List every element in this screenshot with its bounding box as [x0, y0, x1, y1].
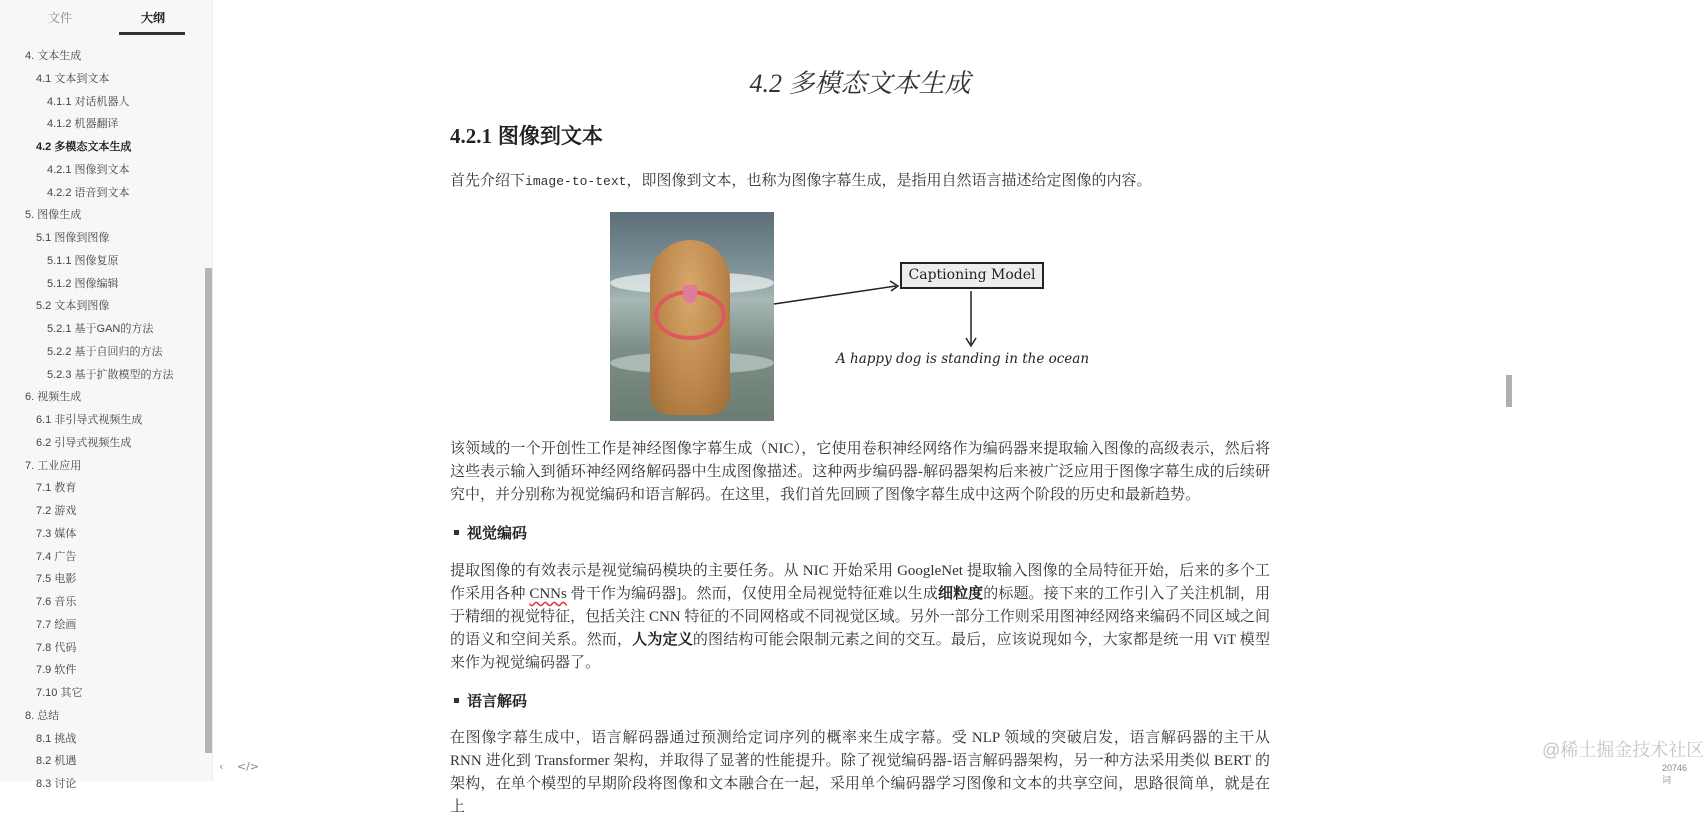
- collapse-sidebar-icon[interactable]: ‹: [219, 760, 224, 773]
- bullet-icon: [454, 530, 459, 535]
- text-span: 提取图像的有效表示是视觉编码模块的主要任务。从 NIC 开始采用 GoogleNet 提取输入图像的全局特征开始，后来的多个工作采用各种: [450, 563, 1270, 602]
- bullet-icon: [454, 698, 459, 703]
- sidebar-tabs: [0, 0, 212, 36]
- bullet-label: 视觉编码: [467, 525, 528, 542]
- subsection-label: 图像到文本: [497, 125, 603, 148]
- outline-item[interactable]: 6.2 引导式视频生成: [36, 436, 132, 449]
- subsection-title: [450, 125, 603, 148]
- active-tab-indicator: [119, 32, 185, 35]
- outline-item[interactable]: 5.1 图像到图像: [36, 232, 110, 244]
- tab-outline[interactable]: 大纲: [141, 11, 166, 25]
- outline-item[interactable]: 8. 总结: [25, 709, 60, 722]
- editor-pane: [214, 0, 1704, 815]
- outline-item[interactable]: 4.2 多模态文本生成: [36, 141, 132, 153]
- outline-item[interactable]: 6.1 非引导式视频生成: [36, 414, 143, 426]
- section-title: 4.2 多模态文本生成: [749, 69, 971, 98]
- bullet-visual-encoding: [454, 522, 527, 545]
- outline-item[interactable]: 7.4 广告: [36, 550, 77, 563]
- outline-item[interactable]: 7.1 教育: [36, 482, 77, 495]
- intro-paragraph: [450, 170, 1270, 193]
- inline-code: image-to-text: [525, 174, 627, 189]
- paragraph-nic: 该领域的一个开创性工作是神经图像字幕生成（NIC），它使用卷积神经网络作为编码器来提取输入图像的高级表示，然后将这些表示输入到循环神经网络解码器中生成图像描述。这种两步编码器-解码器架构后来被广泛应用于图像字幕生成的后续研究中，并分别称为视觉编码和语言解码。在这里，我们首先回顾了图像字幕生成中这两个阶段的历史和最新趋势。: [450, 441, 1270, 503]
- intro-text: 首先介绍下: [450, 173, 526, 189]
- sidebar-scrollbar[interactable]: [205, 268, 212, 753]
- bold-text: 人为定义: [632, 632, 693, 648]
- bullet-label: 语言解码: [467, 693, 528, 710]
- bold-text: 细粒度: [938, 586, 984, 602]
- outline-item[interactable]: 5.1.1 图像复原: [47, 254, 119, 267]
- outline-item[interactable]: 5.2.2 基于自回归的方法: [47, 345, 163, 358]
- source-code-icon[interactable]: </>: [236, 760, 260, 773]
- outline-item[interactable]: 5.2.3 基于扩散模型的方法: [47, 368, 174, 381]
- outline-item[interactable]: 8.1 挑战: [36, 732, 77, 745]
- paragraph-visual-encoding: [450, 560, 1270, 675]
- outline-item[interactable]: 4.1 文本到文本: [36, 72, 110, 85]
- paragraph-language-decoding: 在图像字幕生成中，语言解码器通过预测给定词序列的概率来生成字幕。受 NLP 领域的突破启发，语言解码器的主干从 RNN 进化到 Transformer 架构，并取得了显著的性能提升。除了视觉编码器-语言解码器架构，另一种方法采用类似 BERT 的架构，在单个模型的早期阶段将图像和文本融合在一起，采用单个编码器学习图像和文本的共享空间，思路很简单，就是在上: [450, 730, 1270, 815]
- outline-item[interactable]: 4.1.2 机器翻译: [47, 118, 119, 131]
- outline-list: [0, 45, 205, 796]
- captioning-model-box: Captioning Model: [900, 262, 1044, 289]
- sidebar: [0, 0, 213, 790]
- tab-files[interactable]: 文件: [48, 11, 73, 25]
- outline-item[interactable]: 4.1.1 对话机器人: [47, 95, 130, 108]
- arrows-icon: [610, 212, 1110, 422]
- outline-item[interactable]: 7.9 软件: [36, 664, 77, 677]
- text-span: 骨干作为编码器]。然而，仅使用全局视觉特征难以生成: [566, 586, 938, 602]
- outline-item[interactable]: 5.2.1 基于GAN的方法: [47, 323, 154, 335]
- outline-item[interactable]: 5. 图像生成: [25, 209, 82, 222]
- word-count: 20746 词: [1662, 763, 1688, 785]
- outline-item[interactable]: 7.6 音乐: [36, 596, 77, 608]
- main-scrollbar[interactable]: [1506, 375, 1512, 407]
- outline-item[interactable]: 7.10 其它: [36, 687, 83, 699]
- outline-item[interactable]: 7.2 游戏: [36, 505, 77, 517]
- outline-item[interactable]: 6. 视频生成: [25, 391, 82, 404]
- intro-text-end: ，即图像到文本，也称为图像字幕生成，是指用自然语言描述给定图像的内容。: [626, 173, 1152, 189]
- watermark: @稀土掘金技术社区: [1542, 740, 1704, 760]
- outline-item[interactable]: 7.8 代码: [36, 641, 77, 654]
- outline-item[interactable]: 7.3 媒体: [36, 527, 77, 540]
- outline-item[interactable]: 4. 文本生成: [25, 50, 82, 62]
- text-span: 的标题。接下来的工作引入了关注机制，用于精细的视觉特征，包括关注 CNN 特征的不同网格或不同视觉区域。另外一部分工作则采用图神经网络来编码不同区域之间的语义和空间关系。然而，: [450, 586, 1270, 648]
- outline-item[interactable]: 7.5 电影: [36, 573, 77, 586]
- subsection-number: 4.2.1: [450, 124, 492, 148]
- outline-item[interactable]: 8.3 讨论: [36, 778, 77, 790]
- sidebar-footer: [219, 760, 269, 773]
- outline-item[interactable]: 8.2 机遇: [36, 755, 77, 768]
- outline-item[interactable]: 7. 工业应用: [25, 459, 82, 472]
- outline-item[interactable]: 7.7 绘画: [36, 618, 77, 631]
- generated-caption: A happy dog is standing in the ocean: [836, 351, 1090, 367]
- outline-item[interactable]: 5.2 文本到图像: [36, 300, 110, 313]
- bullet-language-decoding: [454, 690, 527, 713]
- outline-item[interactable]: 4.2.2 语音到文本: [47, 186, 130, 199]
- spellcheck-word[interactable]: CNNs: [529, 586, 567, 602]
- captioning-figure: [610, 212, 1110, 422]
- text-span: 的图结构可能会限制元素之间的交互。最后，应该说现如今，大家都是统一用 ViT 模型来作为视觉编码器了。: [450, 632, 1270, 671]
- outline-item[interactable]: 5.1.2 图像编辑: [47, 277, 119, 290]
- outline-item[interactable]: 4.2.1 图像到文本: [47, 163, 130, 176]
